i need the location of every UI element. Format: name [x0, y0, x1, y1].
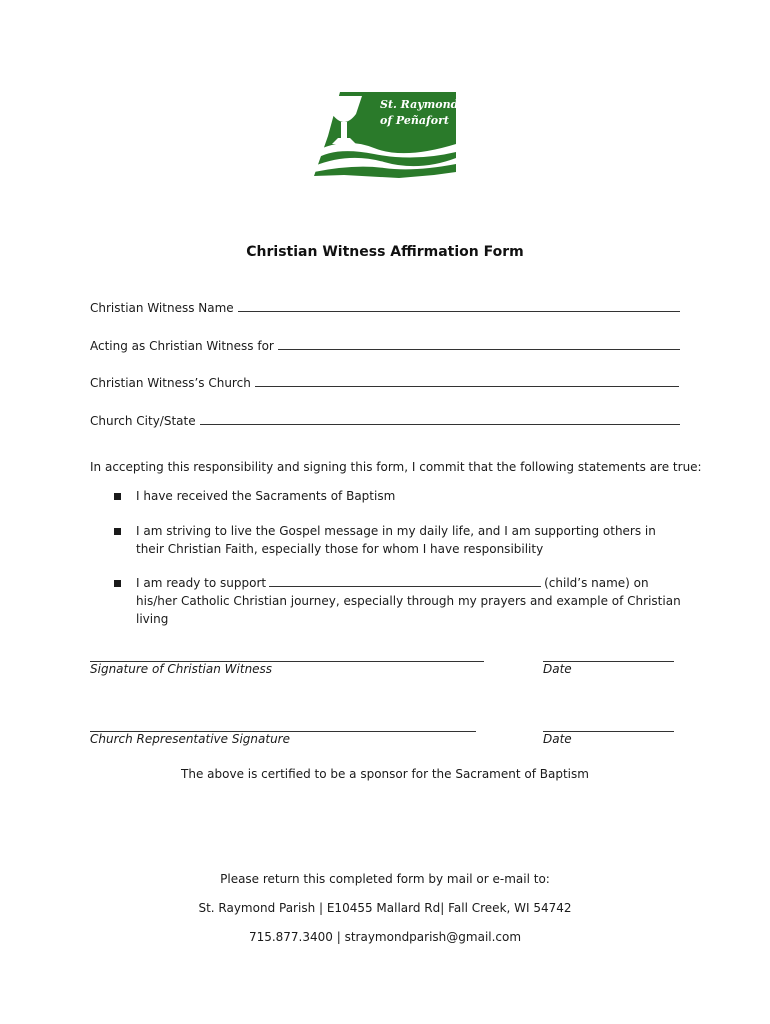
commitment-intro: In accepting this responsibility and signing this form, I commit that the following statements are true:: [90, 460, 702, 474]
bullet-square-icon: [114, 528, 121, 535]
statement-item: [136, 574, 681, 628]
certification-note: The above is certified to be a sponsor for the Sacrament of Baptism: [181, 767, 589, 781]
statement-item: I am striving to live the Gospel message in my daily life, and I am supporting others in their Christian Faith, especially those for whom I have responsibility: [136, 524, 656, 556]
witness-name-field[interactable]: [90, 300, 680, 315]
witness-church-field[interactable]: [90, 375, 680, 390]
acting-for-field[interactable]: [90, 338, 680, 353]
representative-date-label: Date: [543, 732, 572, 746]
statement-text-after: (child’s name) on his/her Catholic Christian journey, especially through my prayers and example of Christian living: [136, 576, 681, 626]
logo-line-1: St. Raymond: [380, 98, 456, 111]
bullet-square-icon: [114, 493, 121, 500]
witness-church-input[interactable]: [255, 375, 679, 387]
parish-contact: 715.877.3400 | straymondparish@gmail.com: [248, 930, 522, 944]
statement-text-before: I am ready to support: [136, 576, 267, 590]
return-note: Please return this completed form by mail or e-mail to:: [220, 872, 550, 886]
church-city-state-input[interactable]: [200, 413, 680, 425]
bullet-square-icon: [114, 580, 121, 587]
representative-signature-label: Church Representative Signature: [90, 732, 290, 746]
field-label: Christian Witness Name: [90, 301, 234, 315]
field-label: Acting as Christian Witness for: [90, 339, 274, 353]
witness-signature-label: Signature of Christian Witness: [90, 662, 273, 676]
child-name-input[interactable]: [269, 575, 541, 587]
field-label: Church City/State: [90, 414, 196, 428]
chalice-wave-logo-icon: [314, 92, 456, 178]
field-label: Christian Witness’s Church: [90, 376, 251, 390]
logo-line-2: of Peñafort: [380, 114, 449, 127]
parish-logo: [314, 92, 456, 178]
form-title: Christian Witness Affirmation Form: [246, 244, 524, 260]
witness-date-label: Date: [543, 662, 572, 676]
statement-item: I have received the Sacraments of Baptism: [136, 489, 396, 503]
witness-name-input[interactable]: [238, 300, 680, 312]
church-city-state-field[interactable]: [90, 413, 680, 428]
parish-address: St. Raymond Parish | E10455 Mallard Rd| Fall Creek, WI 54742: [198, 901, 572, 915]
acting-for-input[interactable]: [278, 338, 680, 350]
